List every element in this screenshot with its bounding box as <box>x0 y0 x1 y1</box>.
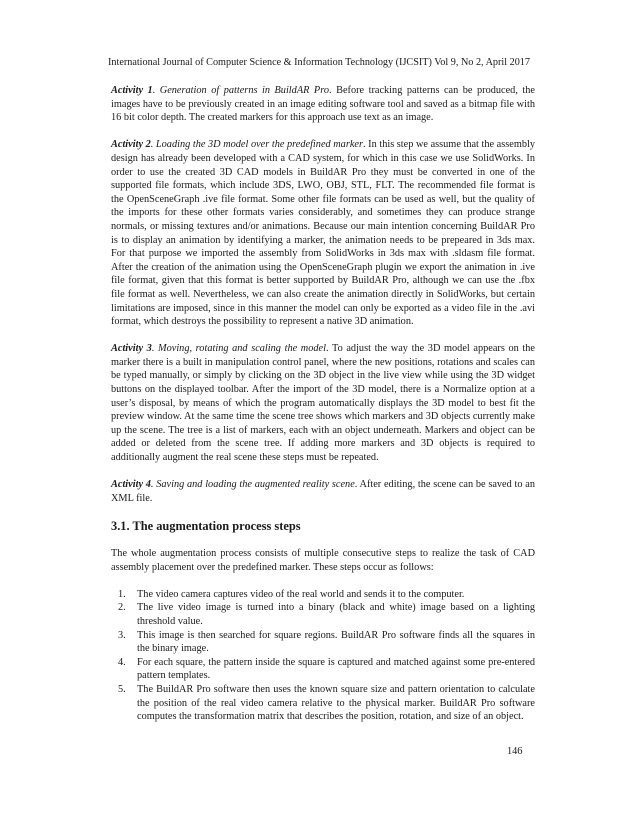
list-item-text: The BuildAR Pro software then uses the known square size and pattern orientation to calculate the position of the real video camera relative to the physical marker. BuildAR Pro software computes the transformation matrix that describes the position, rotation, and size of an object. <box>137 683 535 723</box>
paragraph-activity-1 <box>111 84 535 125</box>
activity-text: . In this step we assume that the assembly design has already been developed with a CAD system, for which in this case we use SolidWorks. In order to use the created 3D CAD models in BuildAR Pro they must be converted in one of the supported file formats, which include 3DS, LWO, OBJ, STL, FLT. The recommended file format is the OpenSceneGraph .ive file format. Some other file formats can be used as well, but the quality of the imports for these other formats varies considerably, and sometimes they can produce strange normals, or missing textures and/or animations. Because our main intention concerning BuildAR Pro is to display an animation by identifying a marker, the animation needs to be prepeared in 3ds max. For that purpose we imported the assembly from SolidWorks in 3ds max with .sldasm file format. After the creation of the animation using the OpenSceneGraph plugin we export the animation in .ive file format, given that this format is better supported by BuildAR Pro, although we can use the .fbx file format as well. Nevertheless, we can also create the animation directly in SolidWorks, but certain limitations are imposed, since in this manner the model can only be exported as a video file in the .avi format, which destroys the possibility to represent a native 3D animation. <box>111 139 536 328</box>
list-number: 2. <box>118 602 126 614</box>
activity-label: Activity 1 <box>111 85 153 96</box>
activity-title: . Loading the 3D model over the predefined marker <box>150 139 363 151</box>
activity-label: Activity 3 <box>111 343 152 355</box>
list-item <box>118 656 535 683</box>
section-intro: The whole augmentation process consists of multiple consecutive steps to realize the task of CAD assembly placement over the predefined marker. These steps occur as follows: <box>111 548 535 573</box>
section-heading: 3.1. The augmentation process steps <box>111 519 301 533</box>
list-number: 1. <box>118 588 126 600</box>
list-item <box>118 683 535 724</box>
list-item <box>118 629 535 656</box>
activity-text: . After editing, the scene can be saved to an XML file. <box>111 479 535 504</box>
list-item <box>118 588 535 602</box>
list-item-text: The video camera captures video of the real world and sends it to the computer. <box>137 588 465 600</box>
paragraph-activity-4 <box>111 478 535 505</box>
list-number: 3. <box>118 629 126 641</box>
steps-list <box>111 588 535 724</box>
activity-title: . Saving and loading the augmented reality scene <box>150 479 355 491</box>
activity-label: Activity 4 <box>111 479 151 491</box>
paragraph-activity-3 <box>111 342 535 464</box>
activity-label: Activity 2 <box>111 139 151 151</box>
activity-title: . Generation of patterns in BuildAR Pro <box>152 85 329 96</box>
body-text <box>111 84 535 724</box>
journal-header: International Journal of Computer Science & Information Technology (IJCSIT) Vol 9, No 2, April 2017 <box>108 57 530 68</box>
list-item-text: For each square, the pattern inside the square is captured and matched against some pre-entered pattern templates. <box>137 656 535 682</box>
activity-title: . Moving, rotating and scaling the model <box>151 343 326 355</box>
page-number: 146 <box>507 746 523 757</box>
activity-text: . To adjust the way the 3D model appears on the marker there is a built in manipulation control panel, where the new positions, rotations and scales can be typed manually, or simply by clicking on the 3D object in the live view while using the 3D widget buttons on the displayed toolbar. After the import of the 3D model, there is a Normalize option at a user’s disposal, by means of which the program automatically displays the 3D model to best fit the preview window. At the same time the scene tree shows which markers and 3D objects currently make up the scene. The tree is a list of markers, each with an object underneath. Markers and object can be added or deleted from the scene tree. If adding more markers and 3D objects is required to additionally augment the real scene these steps must be repeated. <box>111 343 535 464</box>
list-item-text: The live video image is turned into a binary (black and white) image based on a lighting threshold value. <box>137 602 535 627</box>
list-item <box>118 601 535 628</box>
list-item-text: This image is then searched for square regions. BuildAR Pro software finds all the squares in the binary image. <box>137 629 535 655</box>
paragraph-activity-2 <box>111 138 535 328</box>
list-number: 4. <box>118 656 126 668</box>
list-number: 5. <box>118 683 126 695</box>
activity-text: . Before tracking patterns can be produced, the images have to be previously created in an image editing software tool and saved as a bitmap file with 16 bit color depth. The created markers for this approach use text as an image. <box>111 85 535 124</box>
